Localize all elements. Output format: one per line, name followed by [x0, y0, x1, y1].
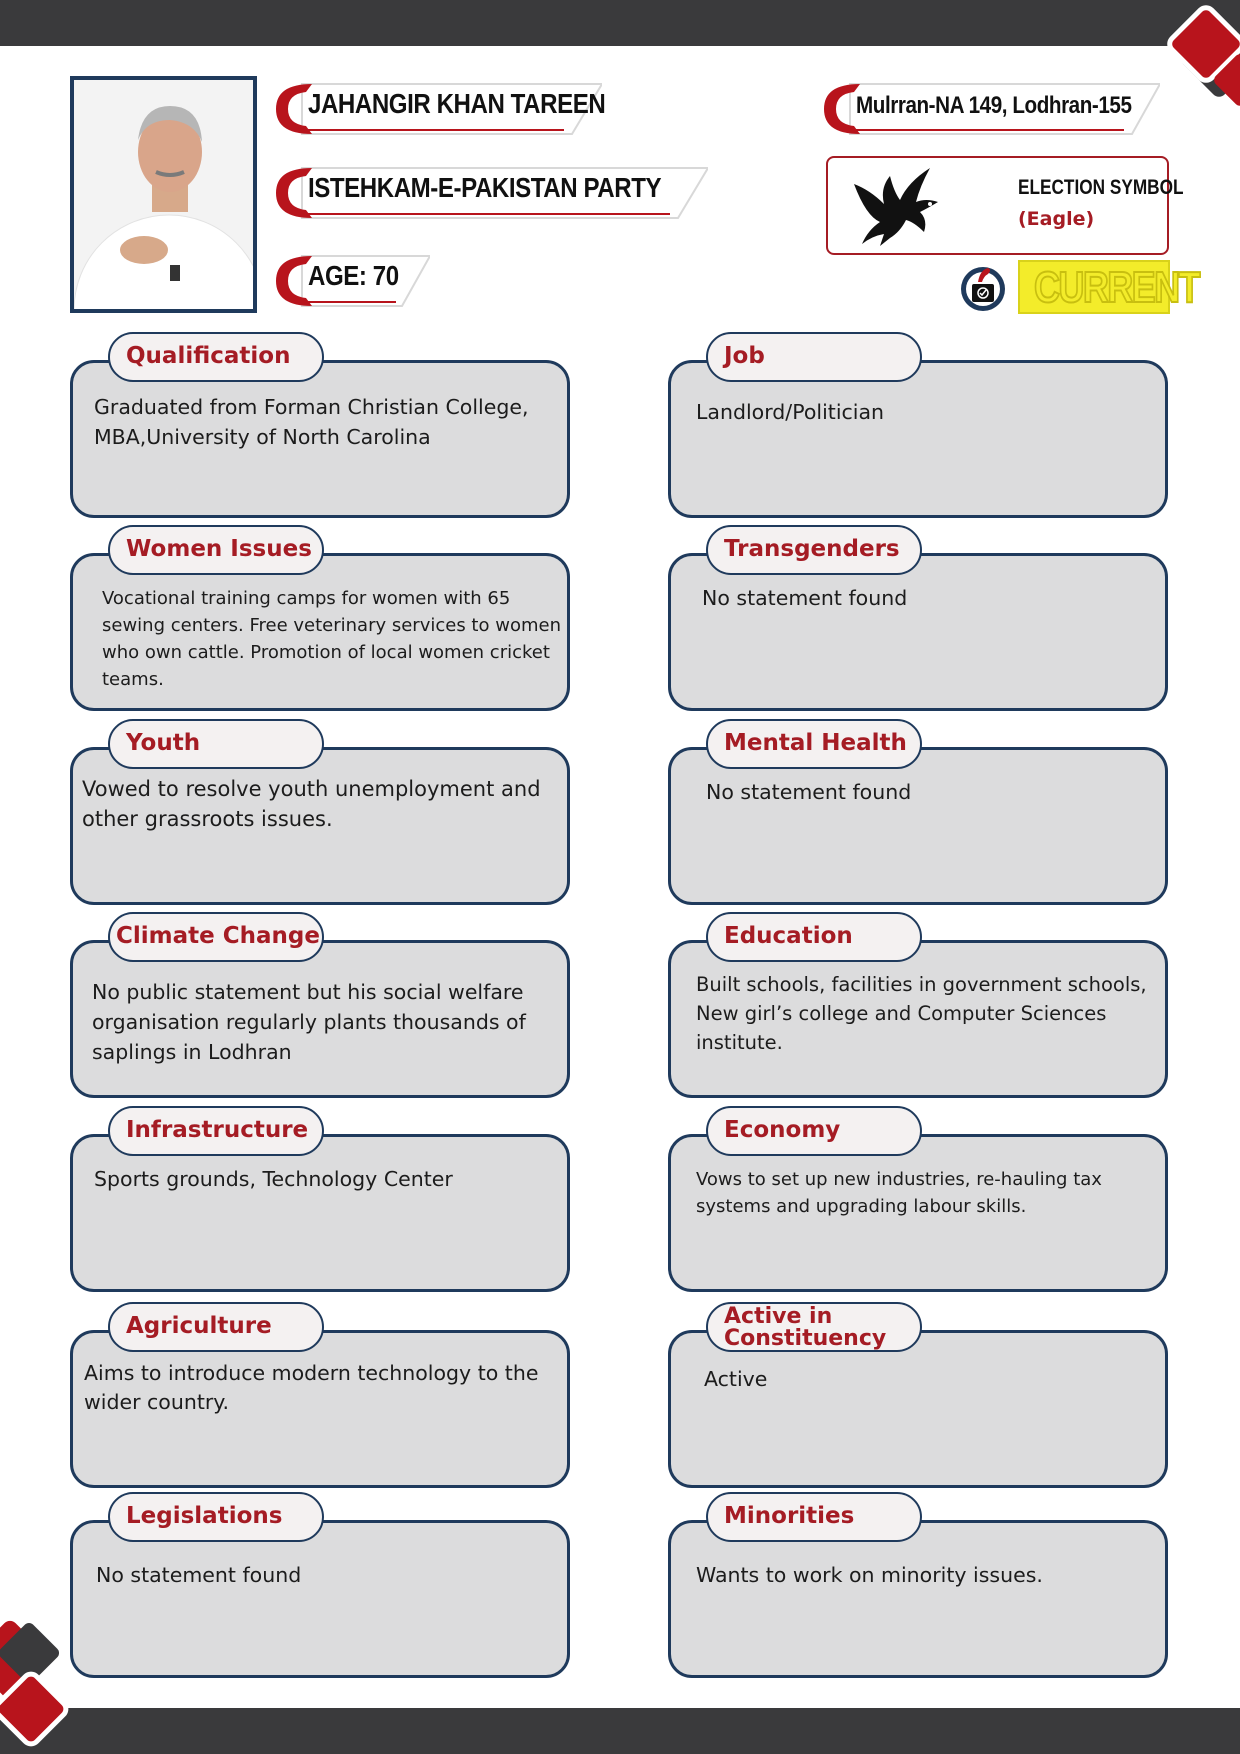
candidate-photo [70, 76, 257, 313]
card-text: No statement found [706, 780, 912, 804]
card-title: Minorities [724, 1503, 855, 1529]
current-logo [1018, 260, 1199, 314]
card-text: Wants to work on minority issues. [696, 1563, 1043, 1587]
top-right-diamond-decoration [1150, 0, 1240, 140]
infrastructure-card [70, 1114, 570, 1274]
women-issues-tab [108, 525, 324, 575]
job-tab [706, 332, 922, 382]
education-card [668, 920, 1168, 1080]
economy-tab [706, 1106, 922, 1156]
agriculture-card [70, 1310, 570, 1470]
party-name: ISTEHKAM-E-PAKISTAN PARTY [308, 172, 662, 203]
current-logo-text: CURRENT [1034, 263, 1199, 312]
card-text: Vowed to resolve youth unemployment and other grassroots issues. [82, 777, 541, 831]
mental-health-tab [706, 719, 922, 769]
constituency-ribbon [820, 78, 1160, 138]
party-ribbon [272, 162, 708, 222]
transgenders-card [668, 533, 1168, 693]
qualification-card [70, 340, 570, 500]
card-text: Active [704, 1367, 768, 1391]
top-bar [0, 0, 1240, 46]
card-title: Legislations [126, 1503, 283, 1529]
climate-change-card [70, 920, 570, 1080]
active-in-constituency-card [668, 1304, 1168, 1470]
age-ribbon [272, 250, 430, 310]
education-tab [706, 912, 922, 962]
card-title: Economy [724, 1117, 841, 1143]
agriculture-tab [108, 1302, 324, 1352]
active-in-constituency-tab [706, 1302, 922, 1352]
card-title: Women Issues [126, 536, 312, 562]
minorities-tab [706, 1492, 922, 1542]
ballot-box-logo-icon [958, 262, 1008, 314]
card-text: Vows to set up new industries, re-hauling tax systems and upgrading labour skills. [696, 1169, 1102, 1217]
card-text: No statement found [702, 586, 908, 610]
job-card [668, 340, 1168, 500]
candidate-age: AGE: 70 [308, 260, 399, 291]
women-issues-card [70, 533, 570, 693]
climate-change-tab [108, 912, 324, 962]
legislations-tab [108, 1492, 324, 1542]
infrastructure-tab [108, 1106, 324, 1156]
eagle-icon [850, 162, 946, 250]
legislations-card [70, 1500, 570, 1660]
card-title: Transgenders [724, 536, 900, 562]
mental-health-card [668, 727, 1168, 887]
transgenders-tab [706, 525, 922, 575]
bottom-bar [0, 1708, 1240, 1754]
election-symbol-name: (Eagle) [1018, 208, 1095, 230]
election-symbol-box [826, 156, 1184, 255]
economy-card [668, 1114, 1168, 1274]
card-title: Mental Health [724, 730, 907, 756]
card-title: Qualification [126, 343, 291, 369]
constituency: Mulrran-NA 149, Lodhran-155 [856, 92, 1132, 119]
card-text: Aims to introduce modern technology to the wider country. [84, 1361, 539, 1414]
candidate-name: JAHANGIR KHAN TAREEN [308, 88, 606, 119]
card-title: Education [724, 923, 853, 949]
card-title: Infrastructure [126, 1117, 309, 1143]
candidate-name-ribbon [272, 78, 606, 138]
card-title: Active in Constituency [724, 1304, 887, 1351]
election-symbol-label: ELECTION SYMBOL [1018, 176, 1184, 199]
card-text: Vocational training camps for women with 65 sewing centers. Free veterinary services to women who own cattle. Promotion of local women cricket teams. [102, 588, 561, 690]
card-title: Climate Change [116, 923, 320, 949]
card-text: No statement found [96, 1563, 302, 1587]
card-title: Job [724, 343, 765, 369]
card-text: Sports grounds, Technology Center [94, 1167, 453, 1191]
card-text: Landlord/Politician [696, 400, 885, 424]
card-text: Built schools, facilities in government schools, New girl’s college and Computer Sciences institute. [696, 973, 1147, 1054]
youth-tab [108, 719, 324, 769]
youth-card [70, 727, 570, 887]
qualification-tab [108, 332, 324, 382]
card-title: Youth [126, 730, 201, 756]
card-title: Agriculture [126, 1313, 272, 1339]
card-text: No public statement but his social welfare organisation regularly plants thousands of saplings in Lodhran [92, 980, 526, 1064]
minorities-card [668, 1500, 1168, 1660]
card-text: Graduated from Forman Christian College, MBA,University of North Carolina [94, 395, 529, 449]
